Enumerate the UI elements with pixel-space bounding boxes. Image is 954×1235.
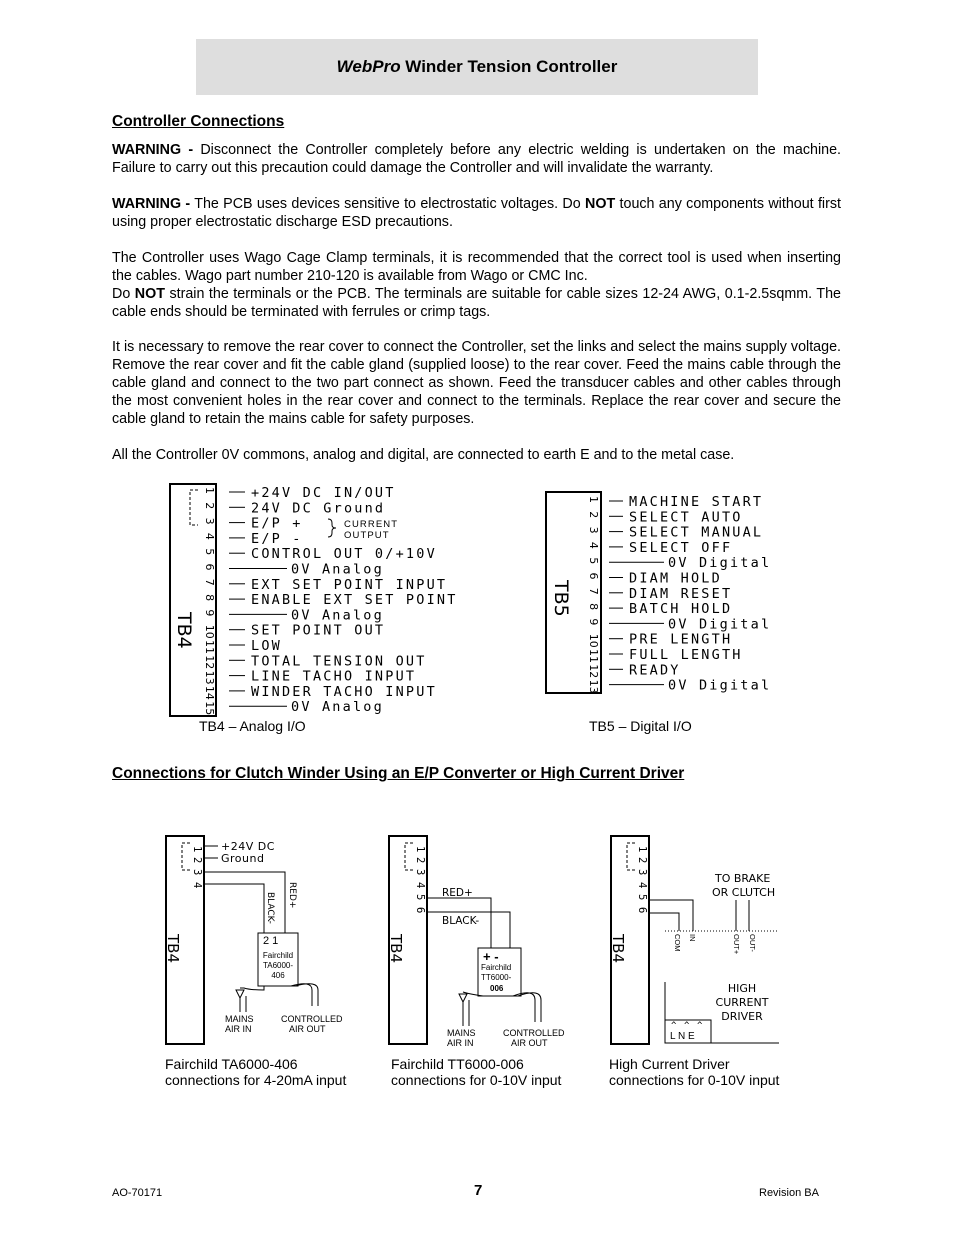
terminal-number: 12 <box>203 655 216 670</box>
diagram-a-device-l3: 406 <box>271 971 285 980</box>
emphasis-not: NOT <box>134 286 165 302</box>
section-title-controller-connections: Controller Connections <box>112 113 285 130</box>
tb5-block-label: TB5 <box>550 580 572 617</box>
diagram-a-caption <box>165 1057 346 1088</box>
diagram-a-block-label: TB4 <box>164 934 182 963</box>
terminal-number: 10 <box>587 633 600 648</box>
diagram-a-mains-l1: MAINS <box>225 1014 254 1024</box>
terminal-number: 11 <box>203 640 216 654</box>
tb4-brace-current: CURRENT <box>344 519 399 530</box>
strain-text: Do <box>112 286 135 302</box>
terminal-number: 1 <box>191 846 203 853</box>
terminal-number: 4 <box>587 541 600 549</box>
header-title-italic: WebPro <box>336 57 401 76</box>
tb4-link-bracket <box>190 490 198 525</box>
terminal-number: 4 <box>636 882 648 889</box>
terminal-number: 4 <box>203 532 216 540</box>
diagram-a-ctrl-l2: AIR OUT <box>289 1024 326 1034</box>
diagram-a-air-pipes <box>236 984 318 1012</box>
terminal-number: 7 <box>587 587 600 595</box>
diagram-a-device-l1: Fairchild <box>262 951 294 960</box>
signal-label: +24V DC IN/OUT <box>251 485 396 501</box>
footer-doc-id: AO-70171 <box>112 1187 163 1199</box>
signal-label: 0V Analog <box>291 699 384 716</box>
diagram-b-air-pipes <box>459 992 541 1026</box>
signal-label: BATCH HOLD <box>629 601 733 618</box>
diagram-b-device-l3: 006 <box>490 984 504 993</box>
terminal-number: 3 <box>636 869 648 876</box>
commons-text: All the Controller 0V commons, analog and digital, are connected to earth E and to the metal case. <box>112 447 735 463</box>
tb4-block-label: TB4 <box>173 612 195 649</box>
signal-label: ENABLE EXT SET POINT <box>251 592 458 609</box>
caption-line: connections for 0-10V input <box>391 1071 562 1088</box>
terminal-number: 13 <box>587 679 600 694</box>
diagram-ta6000 <box>160 830 360 1050</box>
diagram-a-link <box>182 843 190 870</box>
terminal-number: 5 <box>587 557 600 565</box>
diagram-c-driver-l2: CURRENT <box>715 996 769 1009</box>
signal-label: E/P - <box>251 530 303 547</box>
emphasis-not: NOT <box>585 196 616 212</box>
terminal-number: 4 <box>191 882 203 889</box>
diagram-c-term-out-plus: OUT+ <box>732 934 741 955</box>
diagram-c-term-in: IN <box>688 934 697 942</box>
diagram-b-caption <box>391 1057 561 1088</box>
signal-label: 0V Digital <box>668 677 772 694</box>
terminal-number: 3 <box>587 526 600 534</box>
terminal-number: 15 <box>203 701 216 716</box>
terminal-number: 5 <box>203 548 216 556</box>
terminal-number: 1 <box>203 487 216 494</box>
diagram-c-mains-terms: L N E <box>670 1031 695 1042</box>
signal-label: SELECT MANUAL <box>629 524 764 541</box>
diagram-c-numbers <box>636 846 648 913</box>
signal-label: 0V Digital <box>668 616 772 633</box>
diagram-high-current-driver <box>605 830 790 1050</box>
terminal-number: 6 <box>414 907 426 914</box>
svg-text:^: ^ <box>671 1021 677 1031</box>
diagram-b-device-l1: Fairchild <box>481 963 512 972</box>
diagram-a-red-wire: RED+ <box>287 882 297 909</box>
terminal-number: 7 <box>203 578 216 586</box>
terminal-number: 6 <box>636 907 648 914</box>
tb5-signal-labels <box>629 494 771 694</box>
tb4-terminal-numbers <box>203 487 216 715</box>
diagram-c-driver-l3: DRIVER <box>721 1010 763 1023</box>
terminal-number: 2 <box>636 857 648 864</box>
terminal-number: 2 <box>414 857 426 864</box>
section-title-clutch-winder: Connections for Clutch Winder Using an E/P Converter or High Current Driver <box>112 765 685 782</box>
diagram-b-black-wire: BLACK- <box>442 915 480 927</box>
diagram-b-ctrl-l1: CONTROLLED <box>503 1028 565 1038</box>
diagram-b-numbers <box>414 846 426 913</box>
warning-text: touch any components without first using proper electrostatic discharge ESD precautions. <box>112 196 841 230</box>
diagram-b-red-wire: RED+ <box>442 887 473 899</box>
warning-label: WARNING - <box>112 196 191 212</box>
diagram-a-terminal-marks: 2 1 <box>263 935 279 947</box>
diagram-c-caption <box>609 1057 779 1088</box>
terminal-number: 3 <box>191 869 203 876</box>
diagram-b-block-label: TB4 <box>387 934 405 963</box>
signal-label: SELECT OFF <box>629 539 733 556</box>
warning-text: The PCB uses devices sensitive to electrostatic voltages. Do <box>190 196 586 212</box>
wago-text: The Controller uses Wago Cage Clamp terminals, it is recommended that the correct tool is used when inserting the cables. Wago part number 210-120 is available from Wago or CMC Inc. <box>112 250 841 284</box>
terminal-number: 12 <box>587 664 600 679</box>
diagram-a-ground: Ground <box>221 852 265 865</box>
svg-text:^: ^ <box>684 1021 690 1031</box>
caption-line: High Current Driver <box>609 1056 730 1072</box>
diagram-c-to-l1: TO BRAKE <box>715 872 771 885</box>
signal-label: LINE TACHO INPUT <box>251 668 417 685</box>
diagram-c-mains-marks <box>671 1021 703 1031</box>
caption-line: connections for 4-20mA input <box>165 1071 347 1088</box>
terminal-number: 14 <box>203 685 216 700</box>
diagram-a-mains-l2: AIR IN <box>225 1024 252 1034</box>
signal-label: EXT SET POINT INPUT <box>251 576 448 593</box>
diagram-tt6000 <box>383 830 583 1050</box>
paragraph-strain <box>112 285 841 321</box>
terminal-number: 13 <box>203 670 216 685</box>
terminal-number: 6 <box>587 572 600 580</box>
diagram-c-term-out-minus: OUT- <box>748 934 757 952</box>
signal-label: 0V Analog <box>291 561 384 578</box>
signal-label: CONTROL OUT 0/+10V <box>251 546 437 563</box>
signal-label: SET POINT OUT <box>251 622 386 639</box>
terminal-number: 8 <box>203 594 216 602</box>
rear-cover-text: It is necessary to remove the rear cover to connect the Controller, set the links and select the mains supply voltage. Remove the rear cover and fit the cable gland (supplied loose) to the rear cover. Feed the mains cable through the cable gland and connect to the two part connect as shown. Feed the transducer cables and other cables through the most convenient holes in the rear cover and connect to the terminals. Replace the rear cover and secure the cable gland to retain the mains cable for safety purposes. <box>112 339 841 427</box>
terminal-number: 9 <box>203 609 216 617</box>
signal-label: SELECT AUTO <box>629 509 743 526</box>
terminal-number: 5 <box>636 894 648 901</box>
diagram-b-link <box>405 843 413 870</box>
diagram-b-ctrl-l2: AIR OUT <box>511 1038 548 1048</box>
terminal-number: 9 <box>587 618 600 626</box>
diagram-a-device-l2: TA6000- <box>262 961 294 970</box>
page-header <box>196 39 758 95</box>
signal-label: 0V Digital <box>668 555 772 572</box>
paragraph-warning-welding <box>112 141 841 177</box>
diagram-b-mains-l1: MAINS <box>447 1028 476 1038</box>
terminal-number: 1 <box>587 496 600 503</box>
caption-line: Fairchild TA6000-406 <box>165 1056 298 1072</box>
warning-label: WARNING - <box>112 142 194 158</box>
terminal-number: 8 <box>587 603 600 611</box>
svg-text:^: ^ <box>697 1021 703 1031</box>
terminal-number: 3 <box>414 869 426 876</box>
terminal-number: 3 <box>203 517 216 525</box>
signal-label: 24V DC Ground <box>251 500 386 517</box>
diagram-b-mains-l2: AIR IN <box>447 1038 474 1048</box>
tb4-analog-diagram <box>160 478 500 722</box>
footer-page-number: 7 <box>474 1182 483 1199</box>
diagram-b-device-l2: TT6000- <box>481 973 512 982</box>
terminal-number: 5 <box>414 894 426 901</box>
signal-label: 0V Analog <box>291 607 384 624</box>
paragraph-wago <box>112 249 841 285</box>
caption-line: Fairchild TT6000-006 <box>391 1056 524 1072</box>
diagram-c-block-label: TB4 <box>609 934 627 963</box>
signal-label: PRE LENGTH <box>629 631 733 648</box>
signal-label: WINDER TACHO INPUT <box>251 683 437 700</box>
signal-label: E/P + <box>251 515 303 532</box>
diagram-c-link <box>627 843 635 870</box>
terminal-number: 2 <box>203 502 216 510</box>
tb5-terminal-numbers <box>587 496 600 694</box>
signal-label: READY <box>629 662 681 679</box>
terminal-number: 1 <box>414 846 426 853</box>
paragraph-warning-esd <box>112 195 841 231</box>
tb5-caption: TB5 – Digital I/O <box>589 718 692 734</box>
header-title-rest: Winder Tension Controller <box>400 57 618 76</box>
terminal-number: 10 <box>203 624 216 639</box>
diagram-c-to-l2: OR CLUTCH <box>712 886 776 899</box>
tb4-brace <box>328 519 336 537</box>
terminal-number: 1 <box>636 846 648 853</box>
signal-label: DIAM RESET <box>629 585 733 602</box>
paragraph-commons <box>112 446 841 464</box>
signal-label: LOW <box>251 638 282 654</box>
diagram-a-numbers <box>191 846 203 888</box>
terminal-number: 4 <box>414 882 426 889</box>
terminal-number: 6 <box>203 563 216 571</box>
signal-label: FULL LENGTH <box>629 647 743 663</box>
warning-text: Disconnect the Controller completely before any electric welding is undertaken on the machine. Failure to carry out this precaution could damage the Controller and will invalidate the warranty. <box>112 142 841 176</box>
diagram-c-wires <box>649 900 749 931</box>
diagram-c-term-com: COM <box>673 934 682 952</box>
signal-label: MACHINE START <box>629 494 764 510</box>
terminal-number: 11 <box>587 649 600 663</box>
diagram-b-terminal-marks: + - <box>483 949 499 964</box>
diagram-c-driver-l1: HIGH <box>727 982 757 995</box>
diagram-a-24v: +24V DC <box>221 840 275 853</box>
caption-line: connections for 0-10V input <box>609 1071 780 1088</box>
terminal-number: 2 <box>587 511 600 519</box>
signal-label: TOTAL TENSION OUT <box>251 653 427 670</box>
diagram-a-black-wire: BLACK- <box>265 892 275 924</box>
diagram-a-ctrl-l1: CONTROLLED <box>281 1014 343 1024</box>
terminal-number: 2 <box>191 857 203 864</box>
tb4-caption: TB4 – Analog I/O <box>199 718 306 734</box>
tb4-brace-output: OUTPUT <box>344 530 390 541</box>
footer-revision: Revision BA <box>759 1187 819 1199</box>
tb5-digital-diagram <box>540 485 800 700</box>
paragraph-rear-cover <box>112 338 841 428</box>
strain-text: strain the terminals or the PCB. The terminals are suitable for cable sizes 12-24 AWG, 0.1-2.5sqmm. The cable ends should be terminated with ferrules or crimp tags. <box>112 286 842 320</box>
signal-label: DIAM HOLD <box>629 570 722 587</box>
